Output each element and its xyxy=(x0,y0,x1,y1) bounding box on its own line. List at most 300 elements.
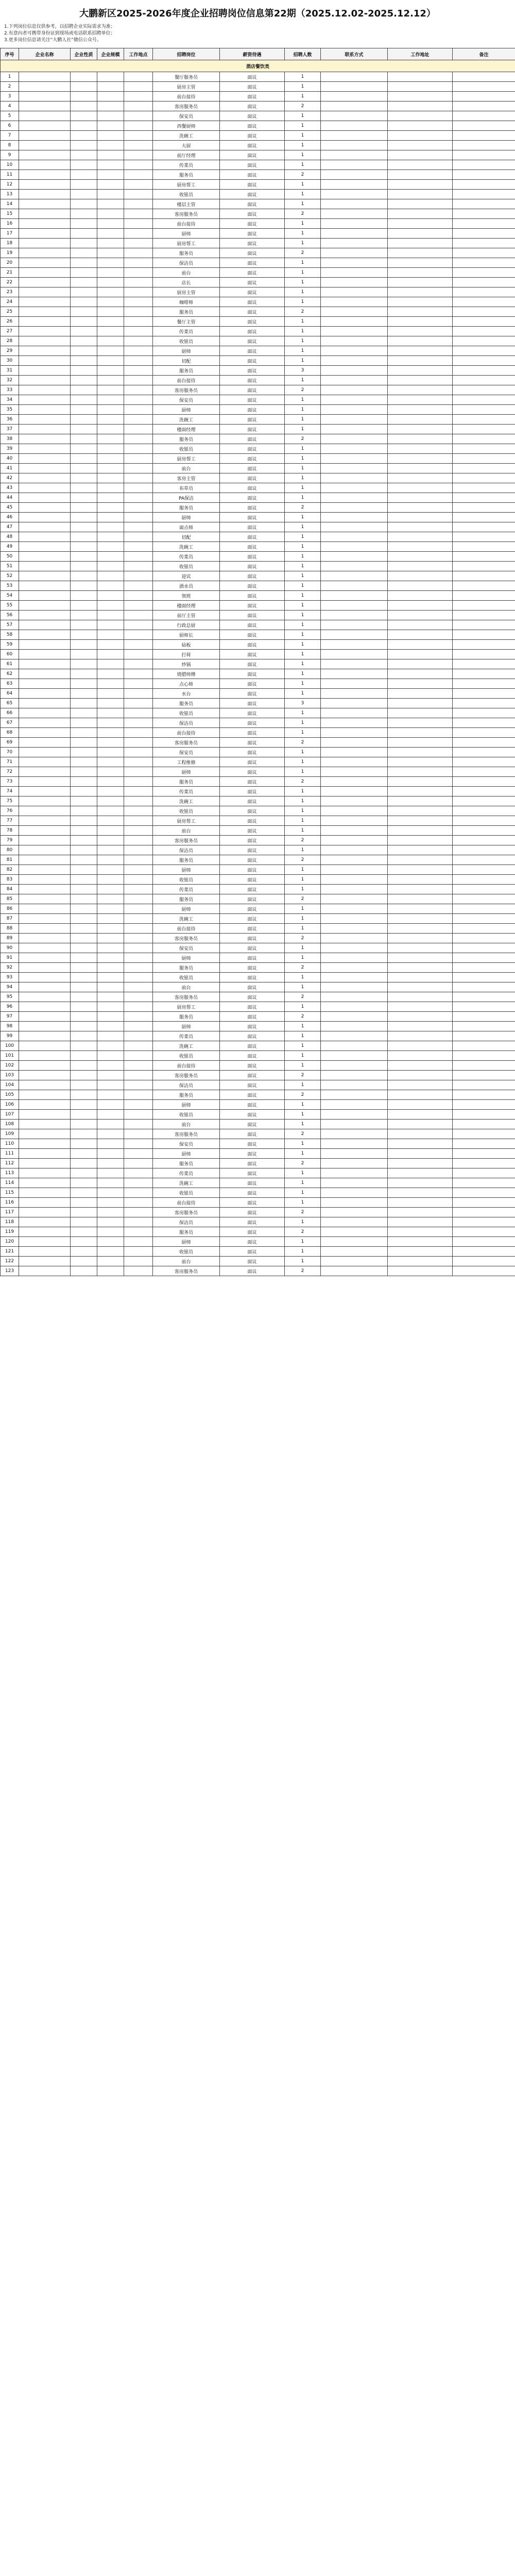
cell-nature xyxy=(71,777,97,787)
cell-nature xyxy=(71,748,97,757)
cell-seq: 24 xyxy=(1,297,19,307)
cell-location xyxy=(124,914,153,924)
cell-address xyxy=(388,806,453,816)
cell-position: 洗碗工 xyxy=(153,1178,220,1188)
cell-contact xyxy=(321,591,388,601)
table-row xyxy=(1,630,515,640)
cell-location xyxy=(124,571,153,581)
cell-org xyxy=(19,562,71,571)
cell-contact xyxy=(321,934,388,943)
cell-salary: 面议 xyxy=(220,503,285,513)
cell-org xyxy=(19,415,71,425)
cell-note xyxy=(453,1247,515,1257)
cell-count: 1 xyxy=(285,150,321,160)
cell-scale xyxy=(97,229,124,239)
cell-note xyxy=(453,699,515,708)
cell-position: 收银员 xyxy=(153,190,220,199)
cell-scale xyxy=(97,346,124,356)
cell-scale xyxy=(97,601,124,611)
cell-nature xyxy=(71,640,97,650)
cell-salary: 面议 xyxy=(220,278,285,287)
cell-seq: 18 xyxy=(1,239,19,248)
cell-contact xyxy=(321,1237,388,1247)
cell-nature xyxy=(71,268,97,278)
cell-org xyxy=(19,924,71,934)
cell-count: 1 xyxy=(285,1120,321,1129)
cell-count: 1 xyxy=(285,826,321,836)
cell-contact xyxy=(321,150,388,160)
cell-seq: 104 xyxy=(1,1080,19,1090)
cell-note xyxy=(453,669,515,679)
cell-salary: 面议 xyxy=(220,1247,285,1257)
cell-address xyxy=(388,336,453,346)
cell-org xyxy=(19,943,71,953)
cell-salary: 面议 xyxy=(220,953,285,963)
cell-seq: 15 xyxy=(1,209,19,219)
cell-seq: 55 xyxy=(1,601,19,611)
cell-address xyxy=(388,1188,453,1198)
cell-address xyxy=(388,777,453,787)
cell-contact xyxy=(321,1022,388,1031)
cell-position: 厨房帮工 xyxy=(153,180,220,190)
cell-scale xyxy=(97,1051,124,1061)
cell-contact xyxy=(321,92,388,101)
cell-note xyxy=(453,532,515,542)
cell-note xyxy=(453,464,515,473)
cell-location xyxy=(124,1002,153,1012)
cell-scale xyxy=(97,532,124,542)
cell-seq: 110 xyxy=(1,1139,19,1149)
cell-contact xyxy=(321,659,388,669)
cell-position: 切配 xyxy=(153,532,220,542)
table-row xyxy=(1,82,515,92)
cell-count: 1 xyxy=(285,415,321,425)
cell-location xyxy=(124,199,153,209)
cell-org xyxy=(19,248,71,258)
cell-note xyxy=(453,1217,515,1227)
cell-address xyxy=(388,92,453,101)
cell-position: 客房服务员 xyxy=(153,1266,220,1276)
cell-scale xyxy=(97,1198,124,1208)
cell-nature xyxy=(71,904,97,914)
cell-org xyxy=(19,963,71,973)
cell-note xyxy=(453,1266,515,1276)
cell-note xyxy=(453,513,515,522)
cell-contact xyxy=(321,258,388,268)
cell-seq: 64 xyxy=(1,689,19,699)
cell-address xyxy=(388,131,453,141)
cell-seq: 8 xyxy=(1,141,19,150)
cell-org xyxy=(19,689,71,699)
cell-location xyxy=(124,1061,153,1071)
table-row xyxy=(1,738,515,748)
cell-scale xyxy=(97,1237,124,1247)
cell-contact xyxy=(321,816,388,826)
cell-org xyxy=(19,1110,71,1120)
cell-position: 客房服务员 xyxy=(153,1129,220,1139)
table-row xyxy=(1,278,515,287)
cell-scale xyxy=(97,415,124,425)
cell-address xyxy=(388,532,453,542)
cell-org xyxy=(19,219,71,229)
table-row xyxy=(1,522,515,532)
cell-address xyxy=(388,522,453,532)
cell-contact xyxy=(321,1188,388,1198)
cell-nature xyxy=(71,199,97,209)
cell-address xyxy=(388,571,453,581)
cell-salary: 面议 xyxy=(220,1159,285,1168)
cell-contact xyxy=(321,885,388,894)
cell-nature xyxy=(71,953,97,963)
table-row xyxy=(1,1129,515,1139)
cell-position: 服务员 xyxy=(153,1227,220,1237)
cell-nature xyxy=(71,796,97,806)
cell-org xyxy=(19,1041,71,1051)
table-row xyxy=(1,473,515,483)
cell-position: 前台 xyxy=(153,982,220,992)
cell-org xyxy=(19,953,71,963)
cell-position: 服务员 xyxy=(153,366,220,376)
cell-count: 1 xyxy=(285,493,321,503)
cell-nature xyxy=(71,1100,97,1110)
cell-address xyxy=(388,287,453,297)
cell-salary: 面议 xyxy=(220,111,285,121)
cell-nature xyxy=(71,336,97,346)
cell-position: 厨房帮工 xyxy=(153,239,220,248)
cell-count: 2 xyxy=(285,934,321,943)
cell-nature xyxy=(71,855,97,865)
cell-seq: 114 xyxy=(1,1178,19,1188)
cell-scale xyxy=(97,1227,124,1237)
cell-count: 1 xyxy=(285,1031,321,1041)
cell-contact xyxy=(321,757,388,767)
cell-nature xyxy=(71,101,97,111)
cell-seq: 90 xyxy=(1,943,19,953)
cell-location xyxy=(124,924,153,934)
header-count: 招聘人数 xyxy=(285,48,321,60)
cell-count: 2 xyxy=(285,992,321,1002)
cell-note xyxy=(453,405,515,415)
cell-note xyxy=(453,542,515,552)
cell-count: 1 xyxy=(285,1100,321,1110)
cell-salary: 面议 xyxy=(220,845,285,855)
cell-count: 1 xyxy=(285,356,321,366)
cell-contact xyxy=(321,1227,388,1237)
cell-org xyxy=(19,395,71,405)
cell-salary: 面议 xyxy=(220,611,285,620)
cell-position: 收银员 xyxy=(153,562,220,571)
cell-nature xyxy=(71,513,97,522)
cell-contact xyxy=(321,1159,388,1168)
cell-seq: 14 xyxy=(1,199,19,209)
table-row xyxy=(1,1139,515,1149)
cell-count: 1 xyxy=(285,689,321,699)
cell-nature xyxy=(71,434,97,444)
cell-location xyxy=(124,513,153,522)
cell-salary: 面议 xyxy=(220,963,285,973)
cell-nature xyxy=(71,1129,97,1139)
cell-address xyxy=(388,953,453,963)
cell-contact xyxy=(321,473,388,483)
cell-location xyxy=(124,425,153,434)
cell-salary: 面议 xyxy=(220,1237,285,1247)
cell-note xyxy=(453,855,515,865)
cell-seq: 41 xyxy=(1,464,19,473)
cell-contact xyxy=(321,718,388,728)
header-nature: 企业性质 xyxy=(71,48,97,60)
cell-position: 保安员 xyxy=(153,943,220,953)
cell-nature xyxy=(71,395,97,405)
cell-location xyxy=(124,1051,153,1061)
cell-scale xyxy=(97,190,124,199)
cell-contact xyxy=(321,650,388,659)
cell-address xyxy=(388,1022,453,1031)
cell-position: 保洁员 xyxy=(153,1217,220,1227)
cell-contact xyxy=(321,973,388,982)
cell-nature xyxy=(71,699,97,708)
cell-address xyxy=(388,1061,453,1071)
cell-nature xyxy=(71,1247,97,1257)
table-row xyxy=(1,1217,515,1227)
cell-seq: 25 xyxy=(1,307,19,317)
cell-salary: 面议 xyxy=(220,532,285,542)
cell-count: 1 xyxy=(285,444,321,454)
table-row xyxy=(1,650,515,659)
cell-contact xyxy=(321,1139,388,1149)
cell-address xyxy=(388,101,453,111)
cell-nature xyxy=(71,72,97,82)
cell-nature xyxy=(71,943,97,953)
cell-seq: 94 xyxy=(1,982,19,992)
cell-note xyxy=(453,679,515,689)
cell-scale xyxy=(97,454,124,464)
cell-position: 保安员 xyxy=(153,111,220,121)
cell-location xyxy=(124,826,153,836)
table-row xyxy=(1,806,515,816)
table-row xyxy=(1,542,515,552)
cell-position: 前台接待 xyxy=(153,1061,220,1071)
cell-note xyxy=(453,806,515,816)
header-contact: 联系方式 xyxy=(321,48,388,60)
cell-location xyxy=(124,904,153,914)
cell-position: 咖啡师 xyxy=(153,297,220,307)
cell-salary: 面议 xyxy=(220,1139,285,1149)
cell-location xyxy=(124,268,153,278)
cell-nature xyxy=(71,620,97,630)
cell-address xyxy=(388,924,453,934)
cell-scale xyxy=(97,1080,124,1090)
cell-scale xyxy=(97,767,124,777)
cell-note xyxy=(453,689,515,699)
cell-scale xyxy=(97,630,124,640)
cell-contact xyxy=(321,82,388,92)
cell-nature xyxy=(71,836,97,845)
table-row xyxy=(1,1149,515,1159)
cell-note xyxy=(453,571,515,581)
cell-salary: 面议 xyxy=(220,317,285,327)
cell-salary: 面议 xyxy=(220,522,285,532)
cell-count: 2 xyxy=(285,855,321,865)
cell-location xyxy=(124,434,153,444)
cell-note xyxy=(453,1149,515,1159)
cell-position: 厨房主管 xyxy=(153,287,220,297)
cell-salary: 面议 xyxy=(220,395,285,405)
cell-location xyxy=(124,346,153,356)
cell-count: 1 xyxy=(285,131,321,141)
cell-seq: 7 xyxy=(1,131,19,141)
cell-count: 1 xyxy=(285,1178,321,1188)
cell-note xyxy=(453,992,515,1002)
cell-location xyxy=(124,1139,153,1149)
cell-location xyxy=(124,82,153,92)
cell-seq: 61 xyxy=(1,659,19,669)
cell-scale xyxy=(97,356,124,366)
cell-nature xyxy=(71,1257,97,1266)
cell-nature xyxy=(71,82,97,92)
table-row xyxy=(1,248,515,258)
cell-address xyxy=(388,1051,453,1061)
cell-contact xyxy=(321,1247,388,1257)
cell-address xyxy=(388,258,453,268)
cell-salary: 面议 xyxy=(220,806,285,816)
table-row xyxy=(1,219,515,229)
cell-note xyxy=(453,1168,515,1178)
cell-seq: 13 xyxy=(1,190,19,199)
cell-seq: 73 xyxy=(1,777,19,787)
cell-org xyxy=(19,366,71,376)
cell-position: 打荷 xyxy=(153,650,220,659)
cell-note xyxy=(453,552,515,562)
cell-nature xyxy=(71,317,97,327)
cell-scale xyxy=(97,708,124,718)
cell-note xyxy=(453,1159,515,1168)
cell-contact xyxy=(321,346,388,356)
cell-position: 服务员 xyxy=(153,1012,220,1022)
cell-nature xyxy=(71,522,97,532)
cell-scale xyxy=(97,317,124,327)
cell-position: 服务员 xyxy=(153,963,220,973)
cell-location xyxy=(124,1227,153,1237)
table-row xyxy=(1,287,515,297)
cell-org xyxy=(19,434,71,444)
cell-salary: 面议 xyxy=(220,287,285,297)
cell-scale xyxy=(97,1178,124,1188)
cell-scale xyxy=(97,620,124,630)
cell-position: 保安员 xyxy=(153,1139,220,1149)
cell-nature xyxy=(71,327,97,336)
cell-note xyxy=(453,327,515,336)
cell-position: 客房服务员 xyxy=(153,385,220,395)
cell-position: 收银员 xyxy=(153,973,220,982)
cell-location xyxy=(124,855,153,865)
cell-position: 客房服务员 xyxy=(153,992,220,1002)
cell-count: 1 xyxy=(285,72,321,82)
cell-location xyxy=(124,72,153,82)
cell-org xyxy=(19,532,71,542)
cell-contact xyxy=(321,160,388,170)
cell-position: 服务员 xyxy=(153,307,220,317)
cell-org xyxy=(19,258,71,268)
cell-seq: 113 xyxy=(1,1168,19,1178)
table-row xyxy=(1,131,515,141)
cell-position: 迎宾 xyxy=(153,571,220,581)
cell-note xyxy=(453,982,515,992)
cell-location xyxy=(124,1217,153,1227)
cell-org xyxy=(19,444,71,454)
cell-salary: 面议 xyxy=(220,493,285,503)
cell-salary: 面议 xyxy=(220,855,285,865)
cell-nature xyxy=(71,738,97,748)
cell-seq: 98 xyxy=(1,1022,19,1031)
cell-salary: 面议 xyxy=(220,1022,285,1031)
cell-address xyxy=(388,307,453,317)
table-row xyxy=(1,150,515,160)
cell-seq: 26 xyxy=(1,317,19,327)
cell-note xyxy=(453,1002,515,1012)
cell-org xyxy=(19,121,71,131)
cell-note xyxy=(453,875,515,885)
cell-scale xyxy=(97,287,124,297)
cell-contact xyxy=(321,239,388,248)
cell-note xyxy=(453,748,515,757)
cell-position: 楼层主管 xyxy=(153,199,220,209)
cell-count: 1 xyxy=(285,454,321,464)
cell-seq: 56 xyxy=(1,611,19,620)
cell-contact xyxy=(321,943,388,953)
cell-count: 1 xyxy=(285,82,321,92)
cell-scale xyxy=(97,503,124,513)
cell-address xyxy=(388,1227,453,1237)
cell-org xyxy=(19,1012,71,1022)
cell-salary: 面议 xyxy=(220,1178,285,1188)
cell-address xyxy=(388,973,453,982)
cell-contact xyxy=(321,287,388,297)
cell-position: 服务员 xyxy=(153,699,220,708)
notice-line: 3.更多岗位信息请关注“大鹏人社”微信公众号。 xyxy=(4,38,101,43)
cell-seq: 116 xyxy=(1,1198,19,1208)
cell-salary: 面议 xyxy=(220,943,285,953)
cell-seq: 120 xyxy=(1,1237,19,1247)
cell-org xyxy=(19,454,71,464)
cell-location xyxy=(124,493,153,503)
cell-seq: 101 xyxy=(1,1051,19,1061)
cell-salary: 面议 xyxy=(220,777,285,787)
table-row xyxy=(1,1178,515,1188)
cell-address xyxy=(388,1041,453,1051)
cell-org xyxy=(19,1237,71,1247)
cell-salary: 面议 xyxy=(220,121,285,131)
cell-contact xyxy=(321,787,388,796)
cell-salary: 面议 xyxy=(220,1090,285,1100)
cell-nature xyxy=(71,190,97,199)
cell-nature xyxy=(71,180,97,190)
cell-seq: 20 xyxy=(1,258,19,268)
cell-position: 前厅经理 xyxy=(153,150,220,160)
cell-contact xyxy=(321,542,388,552)
cell-contact xyxy=(321,894,388,904)
cell-seq: 12 xyxy=(1,180,19,190)
cell-salary: 面议 xyxy=(220,1188,285,1198)
cell-contact xyxy=(321,503,388,513)
cell-salary: 面议 xyxy=(220,268,285,278)
table-row xyxy=(1,1188,515,1198)
cell-scale xyxy=(97,748,124,757)
cell-position: 点心师 xyxy=(153,679,220,689)
cell-address xyxy=(388,1266,453,1276)
cell-position: 服务员 xyxy=(153,170,220,180)
cell-scale xyxy=(97,924,124,934)
cell-nature xyxy=(71,630,97,640)
